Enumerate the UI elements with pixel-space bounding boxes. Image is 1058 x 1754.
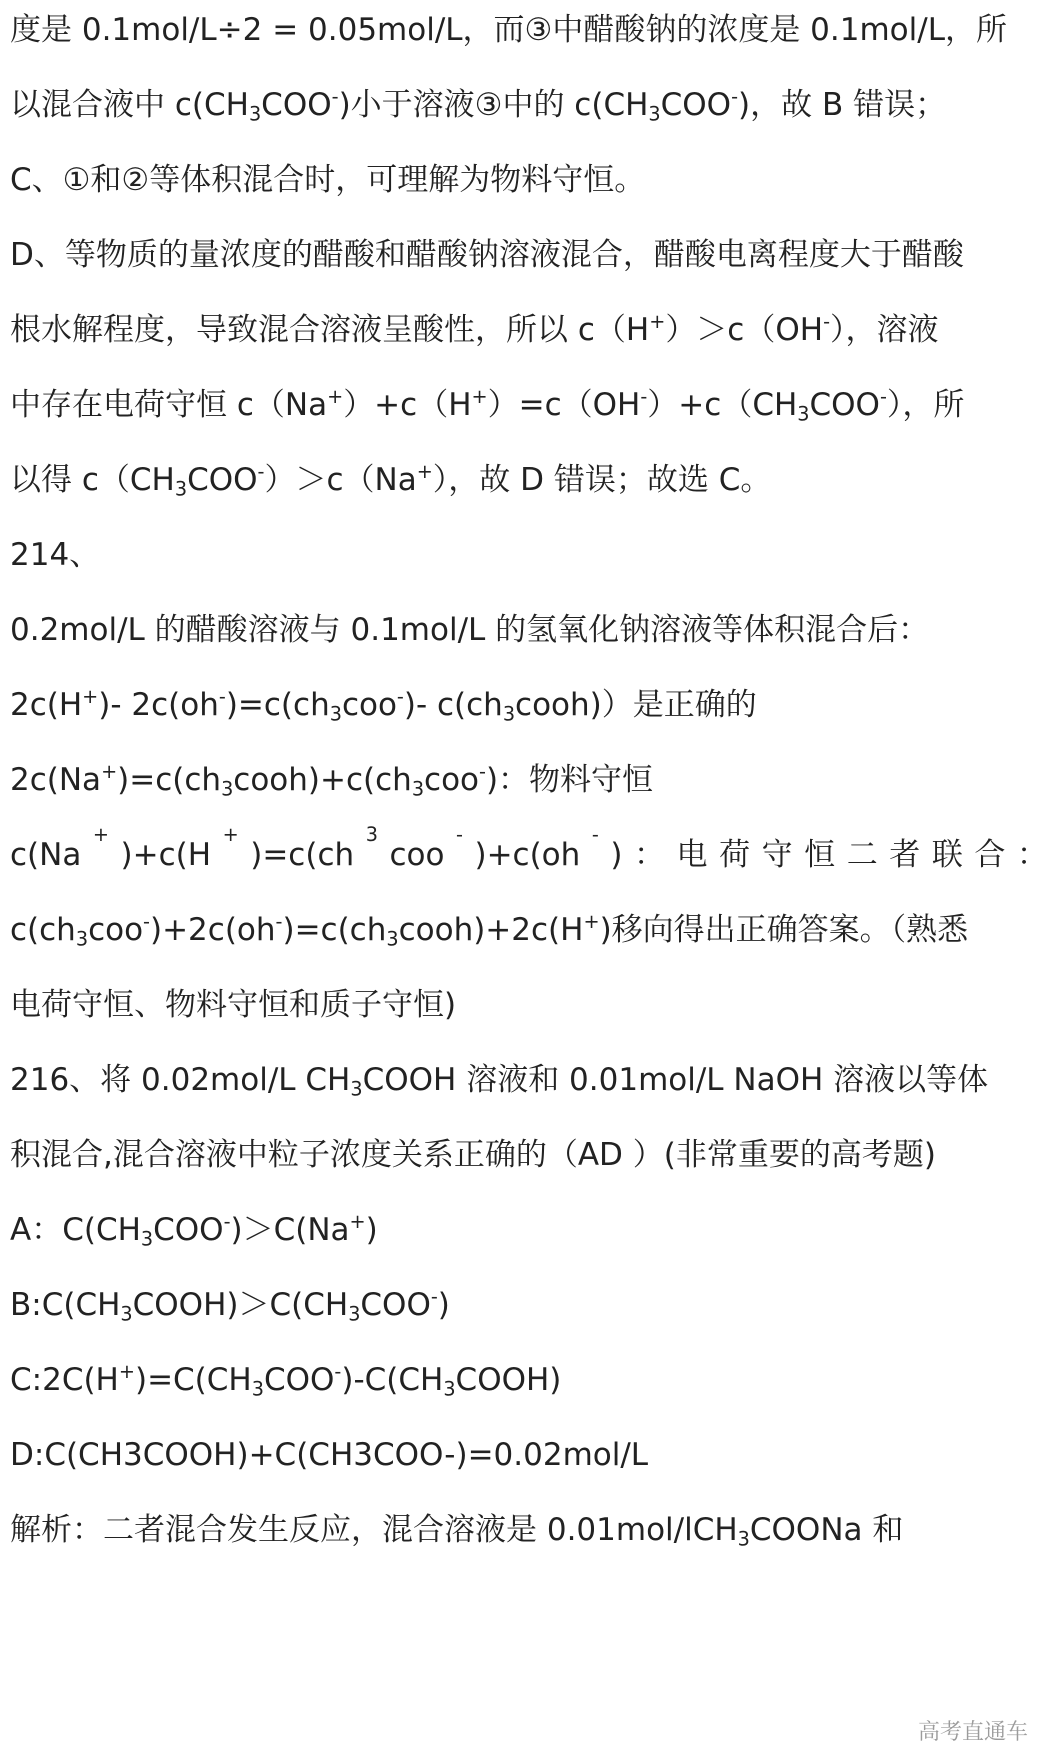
text-segment: c(ch bbox=[10, 912, 76, 948]
text-segment: COOH)＞C(CH bbox=[132, 1287, 349, 1323]
text-segment: 中存在电荷守恒 c（Na bbox=[10, 387, 328, 423]
subscript: 3 bbox=[329, 702, 342, 726]
text-segment: ) bbox=[437, 1287, 450, 1323]
text-segment: ）＞c（OH bbox=[665, 312, 824, 348]
superscript: - bbox=[396, 685, 404, 709]
watermark: 高考直通车 bbox=[917, 1720, 1028, 1745]
text-segment: ），溶液 bbox=[830, 312, 939, 348]
subscript: 3 bbox=[502, 702, 516, 726]
subscript: 3 bbox=[365, 823, 378, 846]
text-line bbox=[10, 610, 929, 650]
text-segment: D:C(CH3COOH)+C(CH3COO-)=0.02mol/L bbox=[10, 1437, 649, 1473]
text-segment: ）=c（OH bbox=[487, 387, 641, 423]
text-segment: )，故 B 错误； bbox=[738, 87, 947, 123]
text-segment: 解析：二者混合发生反应，混合溶液是 0.01mol/lCH bbox=[10, 1512, 738, 1548]
subscript: 3 bbox=[411, 777, 425, 801]
text-segment: )- 2c(oh bbox=[98, 687, 219, 723]
text-segment: 度是 0.1mol/L÷2 = 0.05mol/L，而③中醋酸钠的浓度是 0.1mol/L，所 bbox=[10, 12, 1007, 48]
text-line bbox=[10, 1060, 988, 1100]
text-segment: ），故 D 错误；故选 C。 bbox=[432, 462, 772, 498]
superscript: + bbox=[118, 1360, 135, 1384]
text-line bbox=[10, 10, 1007, 50]
text-segment: cooh)+2c(H bbox=[398, 912, 584, 948]
subscript: 3 bbox=[75, 927, 89, 951]
superscript: + bbox=[222, 823, 239, 846]
superscript: + bbox=[416, 460, 433, 484]
text-segment: 联 bbox=[931, 837, 963, 873]
text-segment: 恒 bbox=[804, 837, 836, 873]
superscript: - bbox=[430, 1285, 438, 1309]
superscript: - bbox=[823, 310, 831, 334]
text-segment: )-C(CH bbox=[341, 1362, 444, 1398]
text-segment: C:2C(H bbox=[10, 1362, 119, 1398]
superscript: + bbox=[471, 385, 488, 409]
subscript: 3 bbox=[120, 1302, 133, 1326]
text-line bbox=[10, 1510, 903, 1550]
text-segment: ) bbox=[365, 1212, 378, 1248]
text-segment: ： bbox=[633, 837, 665, 873]
text-segment: 电荷守恒、物料守恒和质子守恒) bbox=[10, 987, 457, 1023]
text-line bbox=[10, 235, 964, 275]
text-segment: 积混合,混合溶液中粒子浓度关系正确的（AD ）(非常重要的高考题) bbox=[10, 1137, 936, 1173]
text-segment: ）+c（H bbox=[343, 387, 472, 423]
text-segment: cooh)+c(ch bbox=[233, 762, 412, 798]
superscript: + bbox=[649, 310, 666, 334]
text-segment: 以得 c（CH bbox=[10, 462, 175, 498]
text-segment: 根水解程度，导致混合溶液呈酸性，所以 c（H bbox=[10, 312, 650, 348]
text-line bbox=[10, 823, 1048, 875]
text-segment: COO bbox=[261, 87, 332, 123]
superscript: - bbox=[879, 385, 887, 409]
text-segment: 二 bbox=[846, 837, 878, 873]
text-segment: )＞C(Na bbox=[230, 1212, 350, 1248]
text-line bbox=[10, 1435, 648, 1475]
text-segment: 2c(Na bbox=[10, 762, 102, 798]
superscript: - bbox=[479, 760, 486, 784]
text-segment: )移向得出正确答案。（熟悉 bbox=[599, 912, 969, 948]
text-segment: ）＞c（Na bbox=[264, 462, 417, 498]
text-segment: A：C(CH bbox=[10, 1212, 141, 1248]
text-segment: 214、 bbox=[10, 537, 101, 573]
text-segment: ），所 bbox=[886, 387, 965, 423]
text-segment: cooh)）是正确的 bbox=[515, 687, 757, 723]
superscript: - bbox=[223, 1210, 231, 1234]
text-line bbox=[10, 160, 645, 200]
text-segment: COOH) bbox=[455, 1362, 562, 1398]
text-segment: coo bbox=[424, 762, 480, 798]
superscript: - bbox=[334, 1360, 342, 1384]
text-line bbox=[10, 910, 968, 950]
text-segment: )=c(ch bbox=[250, 837, 355, 873]
text-segment: COO bbox=[660, 87, 732, 123]
text-segment: COO bbox=[809, 387, 880, 423]
text-segment: )：物料守恒 bbox=[485, 762, 654, 798]
subscript: 3 bbox=[221, 777, 234, 801]
text-segment: COO bbox=[360, 1287, 431, 1323]
subscript: 3 bbox=[348, 1302, 361, 1326]
superscript: - bbox=[257, 460, 265, 484]
superscript: + bbox=[327, 385, 344, 409]
text-line bbox=[10, 1210, 378, 1250]
text-segment: 0.2mol/L 的醋酸溶液与 0.1mol/L 的氢氧化钠溶液等体积混合后： bbox=[10, 612, 930, 648]
subscript: 3 bbox=[648, 102, 661, 126]
subscript: 3 bbox=[737, 1527, 750, 1551]
superscript: - bbox=[455, 823, 463, 846]
superscript: - bbox=[218, 685, 226, 709]
subscript: 3 bbox=[443, 1377, 456, 1401]
text-segment: 216、将 0.02mol/L CH bbox=[10, 1062, 351, 1098]
text-segment: 者 bbox=[889, 837, 921, 873]
subscript: 3 bbox=[174, 477, 188, 501]
text-segment: )+c(H bbox=[120, 837, 212, 873]
subscript: 3 bbox=[251, 1377, 264, 1401]
text-segment: )=c(ch bbox=[282, 912, 387, 948]
superscript: + bbox=[82, 685, 99, 709]
text-segment: )=C(CH bbox=[134, 1362, 252, 1398]
text-segment: )+c(oh bbox=[474, 837, 581, 873]
superscript: + bbox=[349, 1210, 366, 1234]
text-line bbox=[10, 85, 946, 125]
text-line bbox=[10, 1135, 936, 1175]
text-line bbox=[10, 310, 939, 350]
superscript: - bbox=[143, 910, 150, 934]
text-segment: )+2c(oh bbox=[149, 912, 276, 948]
text-line bbox=[10, 985, 456, 1025]
text-segment: )- c(ch bbox=[403, 687, 503, 723]
text-segment: coo bbox=[389, 837, 445, 873]
text-line bbox=[10, 535, 100, 575]
subscript: 3 bbox=[797, 402, 810, 426]
text-line bbox=[10, 685, 757, 725]
text-segment: 电 bbox=[676, 837, 708, 873]
text-segment: )小于溶液③中的 c(CH bbox=[338, 87, 649, 123]
text-segment: )=c(ch bbox=[225, 687, 330, 723]
superscript: + bbox=[583, 910, 600, 934]
text-segment: coo bbox=[341, 687, 397, 723]
text-segment: COOH 溶液和 0.01mol/L NaOH 溶液以等体 bbox=[362, 1062, 989, 1098]
text-segment: 2c(H bbox=[10, 687, 83, 723]
superscript: - bbox=[640, 385, 648, 409]
text-segment: 以混合液中 c(CH bbox=[10, 87, 249, 123]
subscript: 3 bbox=[350, 1077, 363, 1101]
text-segment: COO bbox=[153, 1212, 224, 1248]
subscript: 3 bbox=[140, 1227, 154, 1251]
text-segment: ) bbox=[610, 837, 623, 873]
subscript: 3 bbox=[386, 927, 399, 951]
text-segment: D、等物质的量浓度的醋酸和醋酸钠溶液混合，醋酸电离程度大于醋酸 bbox=[10, 237, 964, 273]
text-segment: B:C(CH bbox=[10, 1287, 121, 1323]
superscript: - bbox=[275, 910, 283, 934]
superscript: - bbox=[591, 823, 599, 846]
text-line bbox=[10, 760, 653, 800]
superscript: + bbox=[101, 760, 118, 784]
text-segment: 荷 bbox=[719, 837, 751, 873]
text-segment: C、①和②等体积混合时，可理解为物料守恒。 bbox=[10, 162, 646, 198]
text-segment: 合 bbox=[974, 837, 1006, 873]
superscript: - bbox=[331, 85, 339, 109]
superscript: - bbox=[731, 85, 739, 109]
text-segment: COO bbox=[187, 462, 258, 498]
text-line bbox=[10, 460, 771, 500]
text-segment: )=c(ch bbox=[117, 762, 222, 798]
text-segment: 守 bbox=[761, 837, 793, 873]
text-segment: COO bbox=[263, 1362, 335, 1398]
text-segment: coo bbox=[88, 912, 144, 948]
text-segment: ）+c（CH bbox=[647, 387, 798, 423]
text-segment: c(Na bbox=[10, 837, 82, 873]
text-segment: COONa 和 bbox=[749, 1512, 904, 1548]
text-line bbox=[10, 1360, 561, 1400]
superscript: + bbox=[92, 823, 109, 846]
text-line bbox=[10, 385, 964, 425]
text-line bbox=[10, 1285, 450, 1325]
text-segment: ： bbox=[1016, 837, 1048, 873]
subscript: 3 bbox=[248, 102, 262, 126]
